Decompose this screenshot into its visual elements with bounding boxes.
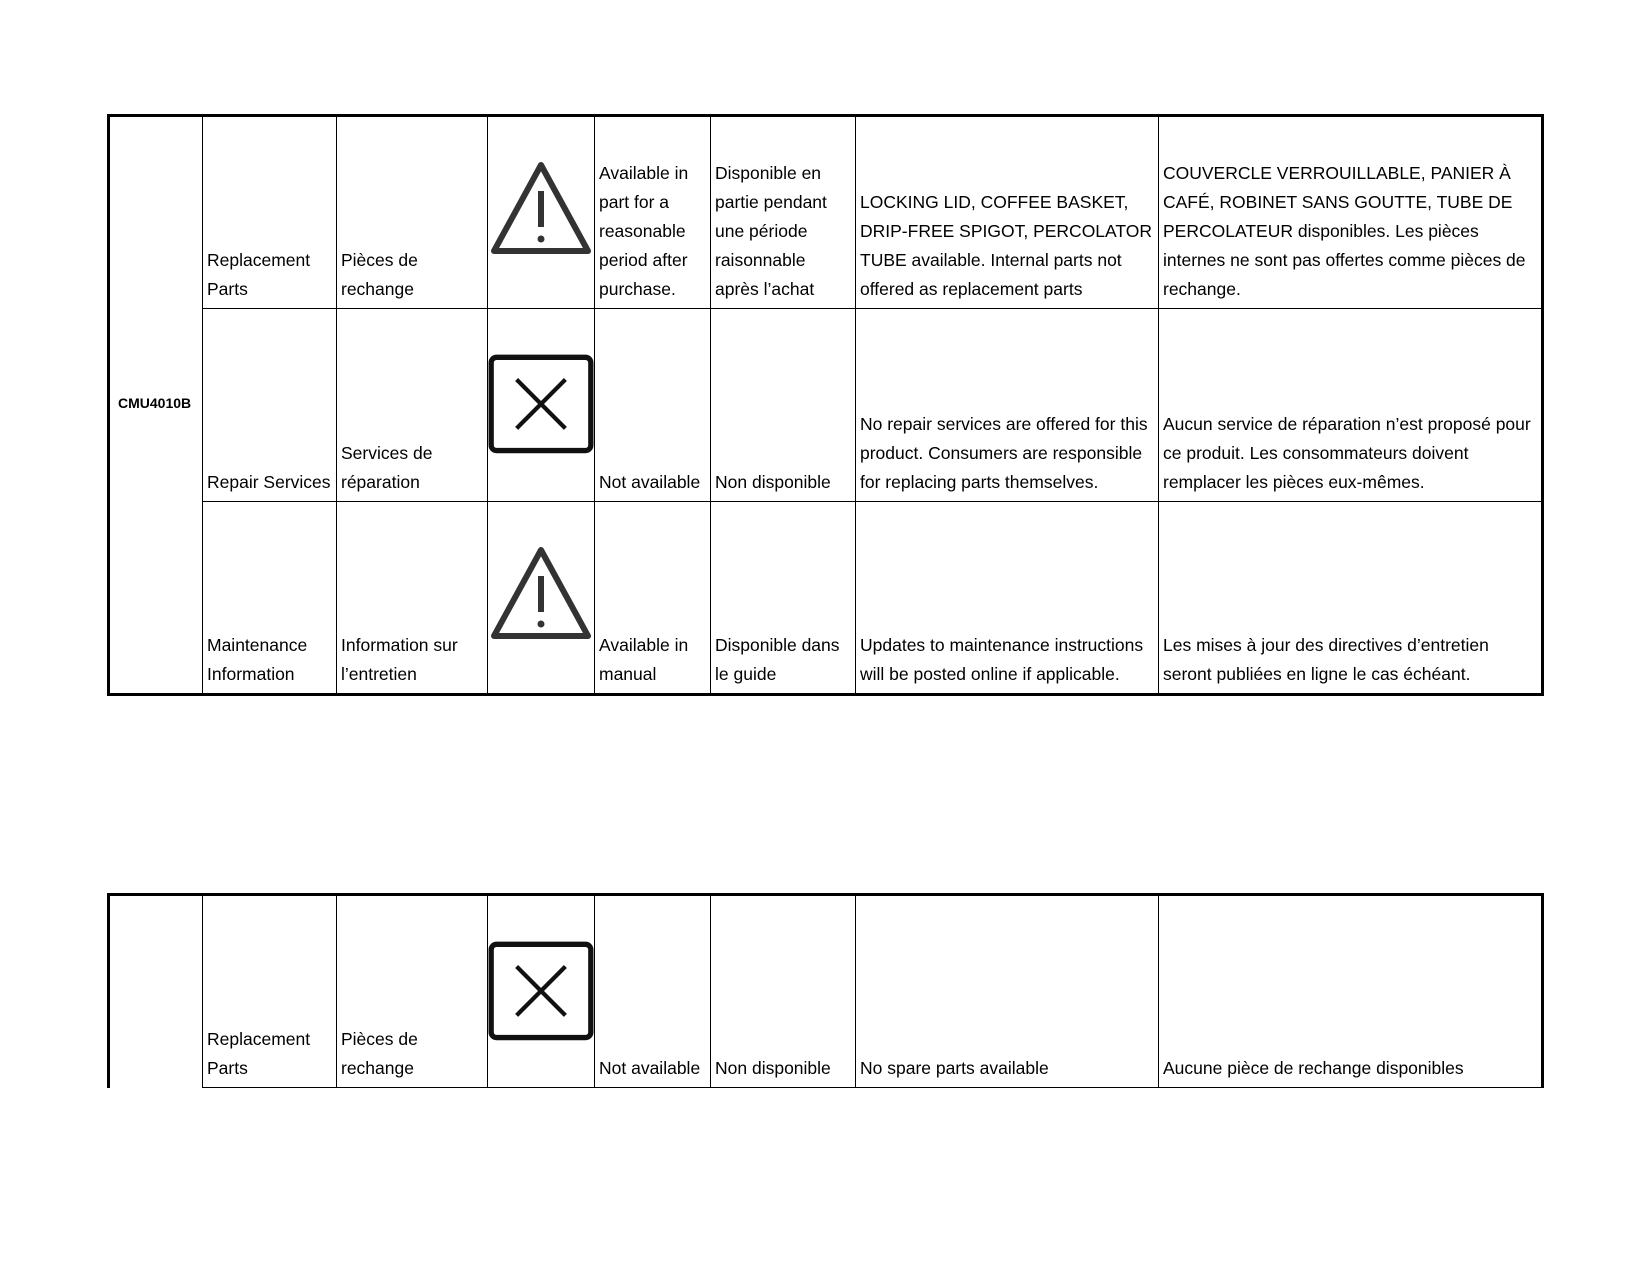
- status-fr: Non disponible: [711, 895, 856, 1088]
- detail-en: No repair services are offered for this product. Consumers are responsible for replacing parts themselves.: [856, 309, 1159, 502]
- repairability-table: [107, 114, 1544, 696]
- x-box-icon: [488, 353, 594, 457]
- table-row: [109, 502, 1543, 695]
- repairability-table-continued: [107, 893, 1544, 1088]
- detail-fr: Les mises à jour des directives d’entretien seront publiées en ligne le cas échéant.: [1159, 502, 1543, 695]
- warning-triangle-icon: [488, 159, 594, 259]
- detail-en: Updates to maintenance instructions will be posted online if applicable.: [856, 502, 1159, 695]
- category-fr: Pièces de rechange: [337, 116, 488, 309]
- detail-en: LOCKING LID, COFFEE BASKET, DRIP-FREE SPIGOT, PERCOLATOR TUBE available. Internal parts not offered as replacement parts: [856, 116, 1159, 309]
- detail-fr: Aucune pièce de rechange disponibles: [1159, 895, 1543, 1088]
- detail-fr: COUVERCLE VERROUILLABLE, PANIER À CAFÉ, ROBINET SANS GOUTTE, TUBE DE PERCOLATEUR disponibles. Les pièces internes ne sont pas offertes comme pièces de rechange.: [1159, 116, 1543, 309]
- category-fr: Services de réparation: [337, 309, 488, 502]
- status-fr: Non disponible: [711, 309, 856, 502]
- status-fr: Disponible en partie pendant une période raisonnable après l’achat: [711, 116, 856, 309]
- model-number: CMU4010B: [109, 116, 203, 695]
- status-en: Available in part for a reasonable period after purchase.: [595, 116, 711, 309]
- warning-triangle-icon: [488, 544, 594, 644]
- status-en: Not available: [595, 309, 711, 502]
- table-row: [109, 309, 1543, 502]
- status-en: Available in manual: [595, 502, 711, 695]
- table-row: [109, 116, 1543, 309]
- table-row: [109, 895, 1543, 1088]
- category-en: Maintenance Information: [203, 502, 337, 695]
- category-fr: Pièces de rechange: [337, 895, 488, 1088]
- category-fr: Information sur l’entretien: [337, 502, 488, 695]
- detail-en: No spare parts available: [856, 895, 1159, 1088]
- x-box-icon: [488, 940, 594, 1044]
- model-cell: [109, 895, 203, 1088]
- detail-fr: Aucun service de réparation n’est proposé pour ce produit. Les consommateurs doivent remplacer les pièces eux-mêmes.: [1159, 309, 1543, 502]
- category-en: Repair Services: [203, 309, 337, 502]
- status-fr: Disponible dans le guide: [711, 502, 856, 695]
- category-en: Replacement Parts: [203, 116, 337, 309]
- category-en: Replacement Parts: [203, 895, 337, 1088]
- status-en: Not available: [595, 895, 711, 1088]
